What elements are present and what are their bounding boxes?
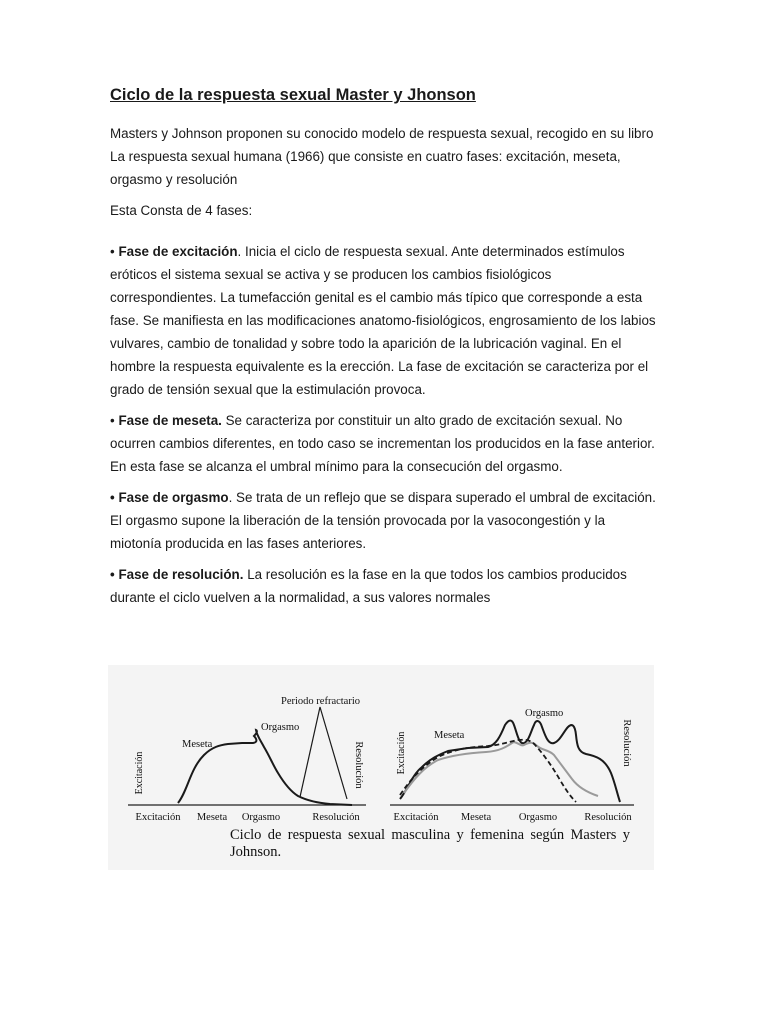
- phase-bullet: •: [110, 490, 115, 505]
- female-orgasmo-label: Orgasmo: [525, 708, 564, 719]
- response-cycle-figure: [108, 665, 654, 870]
- phase-text: . Inicia el ciclo de respuesta sexual. Ante determinados estímulos eróticos el sistema sexual se activa y se producen los cambios fisiológicos correspondientes. La tumefacción genital es el cambio más típico que corresponde a esta fase. Se manifiesta en las modificaciones anatomo-fisiológicos, engrosamiento de los labios vulvares, cambio de tonalidad y sobre todo la aparición de la lubricación vaginal. En el hombre la respuesta equivalente es la erección. La fase de excitación se caracteriza por el grado de tensión sexual que la estimulación provoca.: [110, 244, 656, 397]
- refractory-period-curve: [300, 707, 347, 799]
- female-x-tick-label: Meseta: [460, 812, 492, 823]
- male-x-tick-label: Excitación: [135, 812, 181, 823]
- male-x-tick-label: Orgasmo: [241, 812, 281, 823]
- female-response-chart: [390, 708, 634, 823]
- male-meseta-label: Meseta: [182, 739, 213, 750]
- male-orgasmo-label: Orgasmo: [261, 722, 300, 733]
- document-title: Ciclo de la respuesta sexual Master y Jhonson: [110, 86, 476, 104]
- phase-name: Fase de excitación: [118, 244, 238, 259]
- male-x-tick-label: Resolución: [312, 812, 360, 823]
- female-resolucion-label: Resolución: [621, 719, 632, 767]
- phase-name: Fase de meseta.: [118, 413, 222, 428]
- phase-name: Fase de orgasmo: [118, 490, 229, 505]
- phase-bullet: •: [110, 244, 115, 259]
- female-main-curve: [400, 721, 620, 803]
- phase-text: . Se trata de un reflejo que se dispara superado el umbral de excitación. El orgasmo supone la liberación de la tensión provocada por la vasocongestión y la miotonía producida en las fases anteriores.: [110, 490, 656, 551]
- phase-count-paragraph: Esta Consta de 4 fases:: [110, 203, 253, 218]
- male-x-tick-label: Meseta: [196, 812, 228, 823]
- phase-name: Fase de resolución.: [118, 567, 244, 582]
- phase-bullet: •: [110, 567, 115, 582]
- male-response-chart: [128, 696, 366, 823]
- male-resolucion-label: Resolución: [353, 741, 364, 789]
- female-x-tick-label: Orgasmo: [518, 812, 558, 823]
- female-y-axis-label: Excitación: [396, 731, 407, 775]
- phase-text: Se caracteriza por constituir un alto grado de excitación sexual. No ocurren cambios diferentes, en todo caso se incrementan los producidos en la fase anterior. En esta fase se alcanza el umbral mínimo para la consecución del orgasmo.: [110, 413, 655, 474]
- refractory-period-label: Periodo refractario: [281, 696, 361, 707]
- intro-paragraph: Masters y Johnson proponen su conocido modelo de respuesta sexual, recogido en su libro La respuesta sexual humana (1966) que consiste en cuatro fases: excitación, meseta, orgasmo y resolución: [110, 126, 654, 187]
- phase-meseta: [110, 409, 660, 478]
- female-x-tick-label: Resolución: [584, 812, 632, 823]
- phase-text: La resolución es la fase en la que todos los cambios producidos durante el ciclo vuelven a la normalidad, a sus valores normales: [110, 567, 627, 605]
- male-y-axis-label: Excitación: [134, 751, 145, 795]
- female-dashed-curve: [400, 740, 576, 802]
- phase-bullet: •: [110, 413, 115, 428]
- female-meseta-label: Meseta: [434, 730, 465, 741]
- phase-orgasmo: [110, 486, 660, 555]
- female-secondary-curve: [404, 742, 598, 796]
- figure-caption: Ciclo de respuesta sexual masculina y femenina según Masters y Johnson.: [230, 827, 630, 860]
- phase-resolucion: [110, 563, 660, 609]
- phase-excitacion: [110, 240, 660, 401]
- female-x-tick-label: Excitación: [393, 812, 439, 823]
- document-body: [110, 122, 660, 617]
